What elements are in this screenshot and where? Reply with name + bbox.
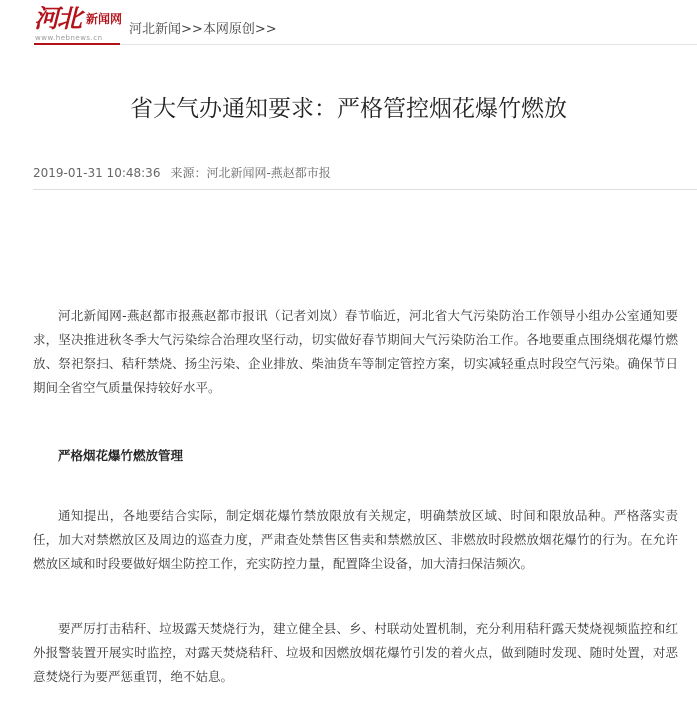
- article-paragraph: 河北新闻网-燕赵都市报燕赵都市报讯（记者刘岚）春节临近，河北省大气污染防治工作领导小组办公室通知要求，坚决推进秋冬季大气污染综合治理攻坚行动，切实做好春节期间大气污染防治工作。各地要重点围绕烟花爆竹燃放、祭祀祭扫、秸秆禁烧、扬尘污染、企业排放、柴油货车等制定管控方案，切实减轻重点时段空气污染。确保节日期间全省空气质量保持较好水平。: [33, 308, 678, 395]
- article-source: 来源：河北新闻网-燕赵都市报: [170, 166, 331, 180]
- article-title: 省大气办通知要求：严格管控烟花爆竹燃放: [130, 96, 567, 122]
- article-subheading: 严格烟花爆竹燃放管理: [58, 448, 184, 463]
- meta-divider: [33, 189, 697, 190]
- breadcrumb-separator: >>: [254, 22, 277, 37]
- breadcrumb-separator: >>: [181, 22, 203, 37]
- site-header: [0, 0, 697, 44]
- logo-url: www.hebnews.cn: [35, 34, 103, 42]
- breadcrumb-original[interactable]: 本网原创: [202, 22, 255, 37]
- article-paragraph: 要严厉打击秸秆、垃圾露天焚烧行为，建立健全县、乡、村联动处置机制，充分利用秸秆露天焚烧视频监控和红外报警装置开展实时监控，对露天焚烧秸秆、垃圾和因燃放烟花爆竹引发的着火点，做到随时发现、随时处置，对恶意焚烧行为要严惩重罚，绝不姑息。: [33, 621, 678, 684]
- article-paragraph: 通知提出，各地要结合实际，制定烟花爆竹禁放限放有关规定，明确禁放区域、时间和限放品种。严格落实责任，加大对禁燃放区及周边的巡查力度，严肃查处禁售区售卖和禁燃放区、非燃放时段燃放烟花爆竹的行为。在允许燃放区域和时段要做好烟尘防控工作，充实防控力量，配置降尘设备，加大清扫保洁频次。: [33, 508, 678, 571]
- site-logo[interactable]: [34, 4, 124, 42]
- logo-glyph: 河北: [34, 4, 81, 33]
- article-datetime: 2019-01-31 10:48:36: [33, 166, 161, 180]
- header-accent-rule: [34, 43, 120, 45]
- header-divider: [120, 44, 697, 45]
- logo-name: 新闻网: [86, 12, 123, 26]
- breadcrumb-hebei-news[interactable]: 河北新闻: [129, 22, 182, 37]
- article-meta: [33, 165, 331, 181]
- breadcrumb: [129, 22, 277, 38]
